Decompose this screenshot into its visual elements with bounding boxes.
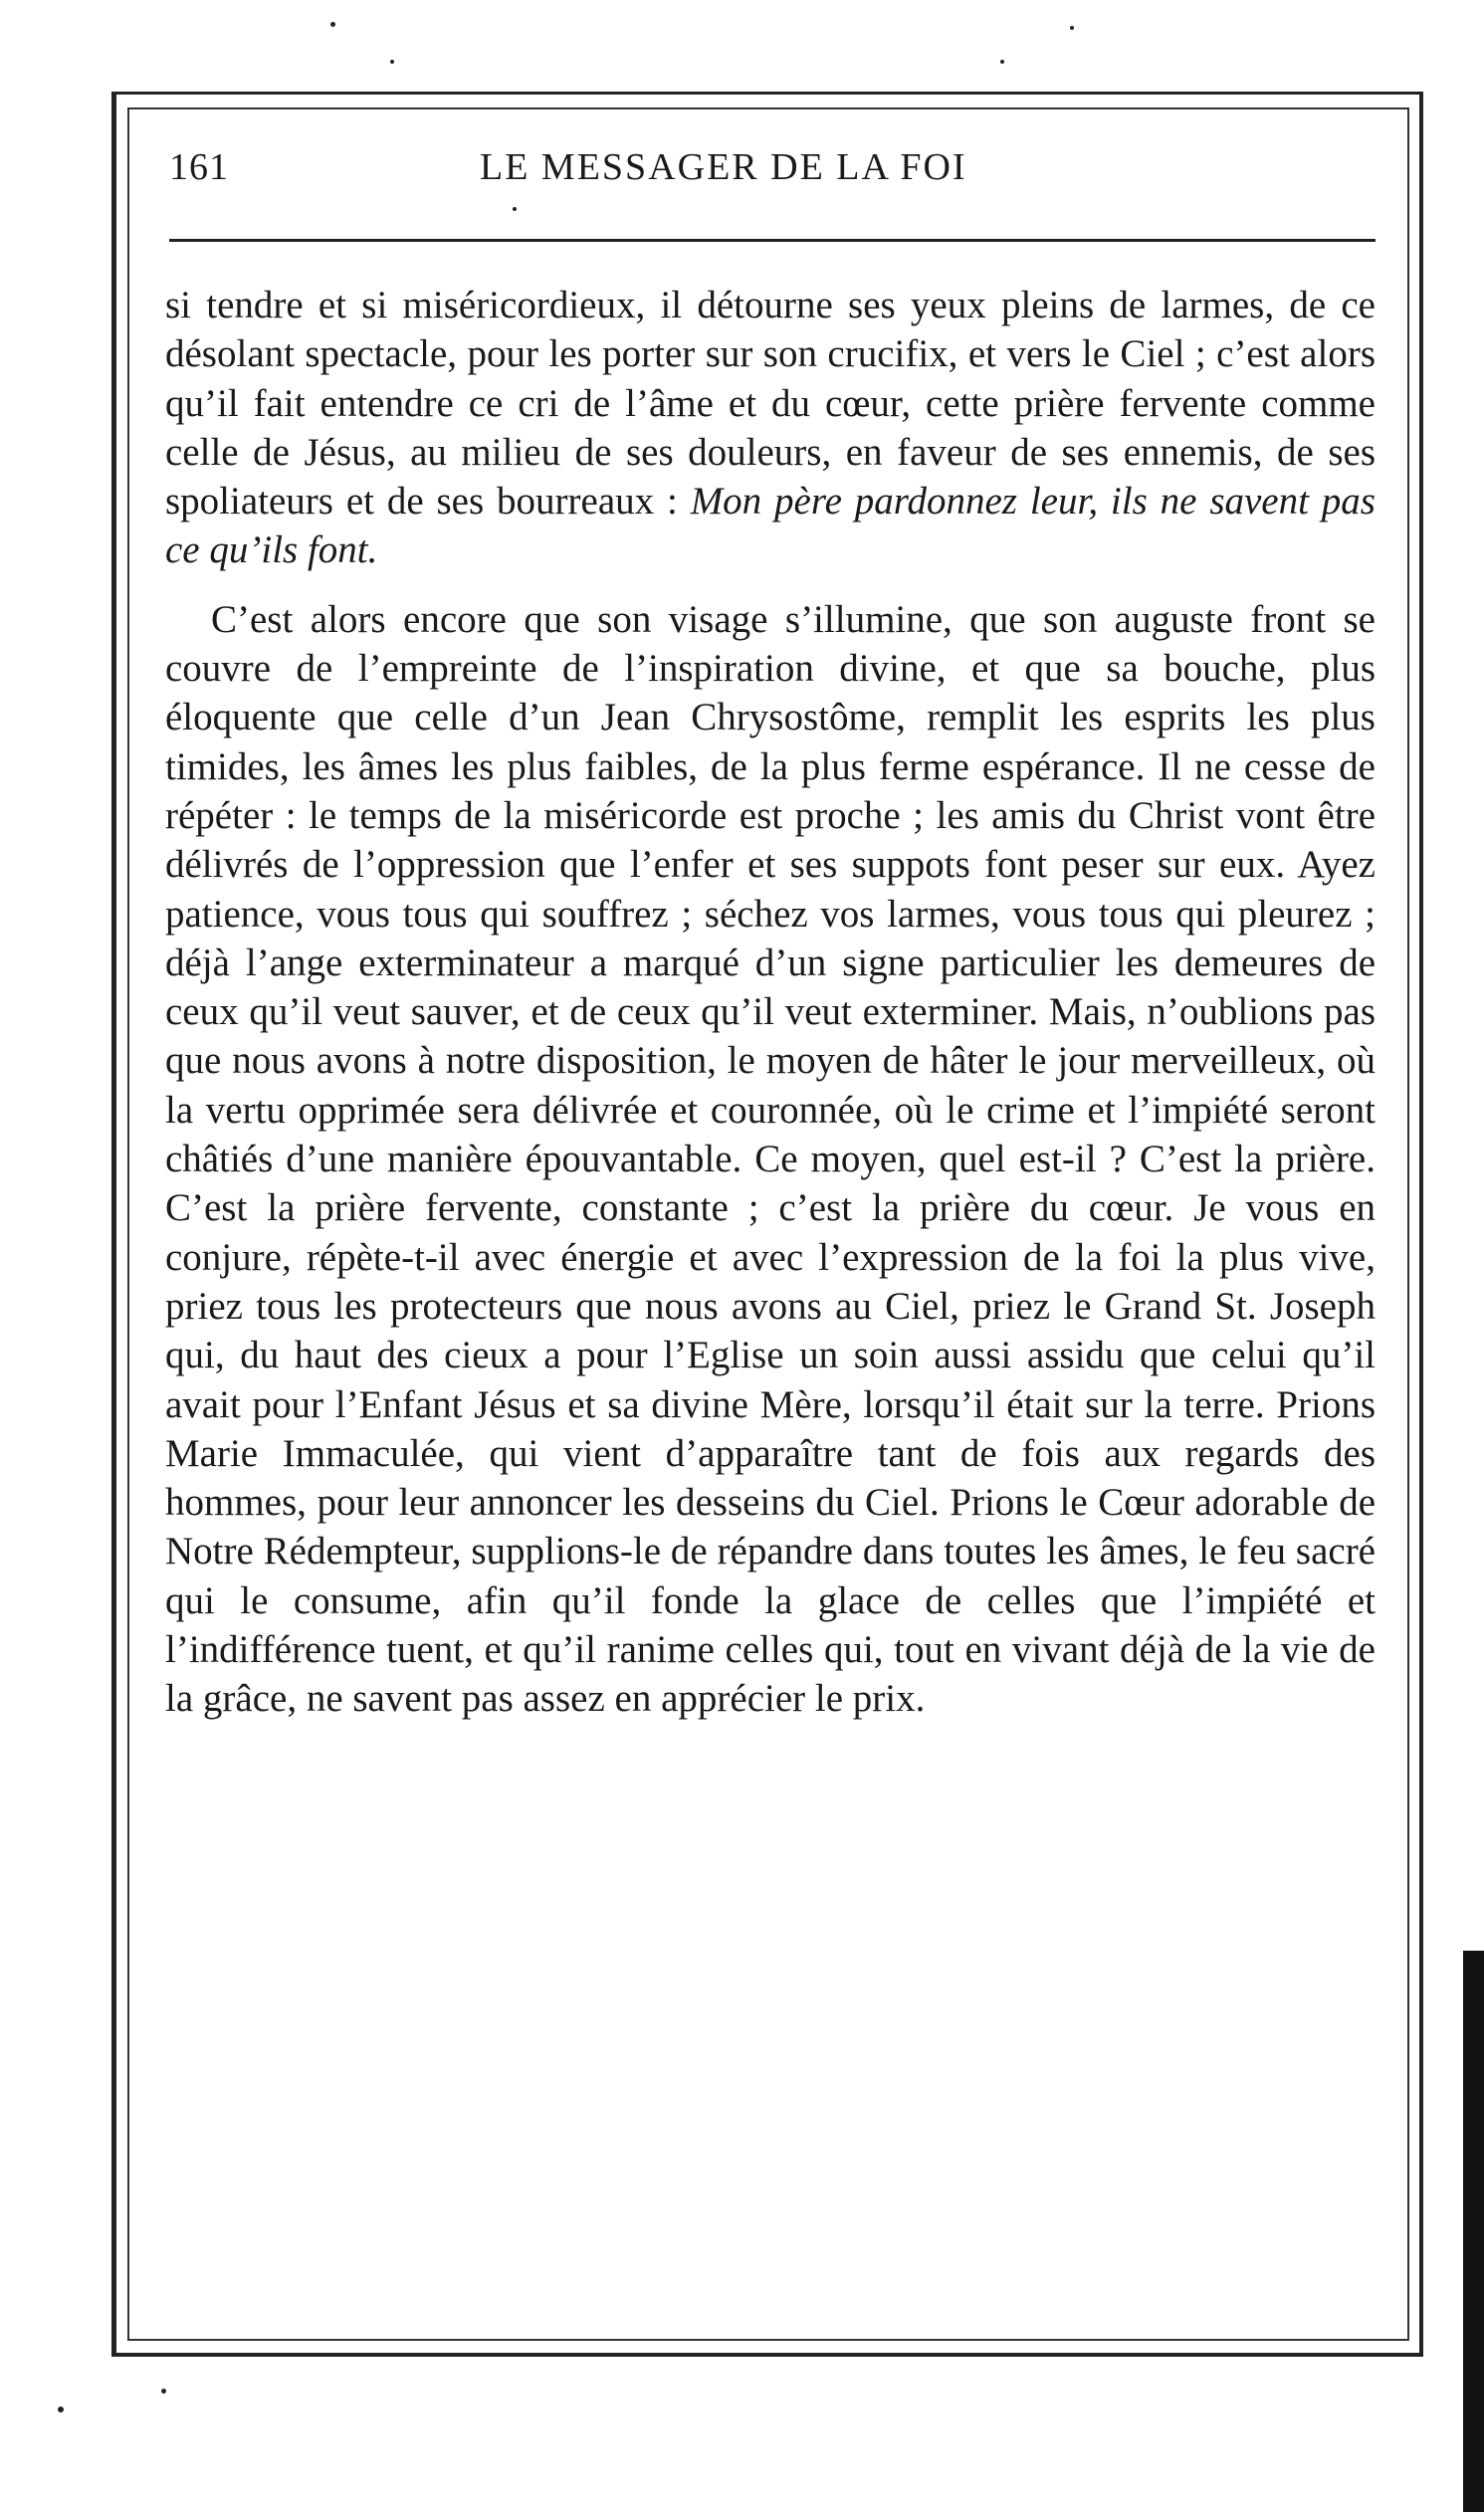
body-text <box>165 281 1376 1724</box>
header-rule <box>169 239 1376 242</box>
running-head <box>169 145 1374 195</box>
speck <box>161 2389 166 2394</box>
speck <box>390 60 394 64</box>
speck <box>1070 26 1074 30</box>
running-title: LE MESSAGER DE LA FOI <box>480 146 967 188</box>
paragraph <box>165 281 1376 575</box>
quotation-italic: Mon père pardonnez leur, ils ne savent pas ce qu’ils font. <box>165 480 1376 572</box>
speck <box>58 2407 64 2412</box>
speck <box>1000 60 1004 64</box>
page-number: 161 <box>169 146 229 188</box>
scan-edge-shadow <box>1463 1951 1484 2512</box>
speck <box>513 207 517 211</box>
paragraph-text: si tendre et si miséricordieux, il détourne ses yeux pleins de larmes, de ce désolant spectacle, pour les porter sur son crucifix, et vers le Ciel ; c’est alors qu’il fait entendre ce cri de l’âme et du cœur, cette prière fervente comme celle de Jésus, au milieu de ses douleurs, en faveur de ses ennemis, de ses spoliateurs et de ses bourreaux : <box>165 284 1376 523</box>
speck <box>330 22 335 27</box>
paragraph: C’est alors encore que son visage s’illumine, que son auguste front se couvre de l’empreinte de l’inspiration divine, et que sa bouche, plus éloquente que celle d’un Jean Chrysostôme, remplit les esprits les plus timides, les âmes les plus faibles, de la plus ferme espérance. Il ne cesse de répéter : le temps de la miséricorde est proche ; les amis du Christ vont être délivrés de l’oppression que l’enfer et ses suppots font peser sur eux. Ayez patience, vous tous qui souffrez ; séchez vos larmes, vous tous qui pleurez ; déjà l’ange exterminateur a marqué d’un signe particulier les demeures de ceux qu’il veut sauver, et de ceux qu’il veut exterminer. Mais, n’oublions pas que nous avons à notre disposition, le moyen de hâter le jour merveilleux, où la vertu opprimée sera délivrée et couronnée, où le crime et l’impiété seront châtiés d’une manière épouvantable. Ce moyen, quel est-il ? C’est la prière. C’est la prière fervente, constante ; c’est la prière du cœur. Je vous en conjure, répète-t-il avec énergie et avec l’expression de la foi la plus vive, priez tous les protecteurs que nous avons au Ciel, priez le Grand St. Joseph qui, du haut des cieux a pour l’Eglise un soin aussi assidu que celui qu’il avait pour l’Enfant Jésus et sa divine Mère, lorsqu’il était sur la terre. Prions Marie Immaculée, qui vient d’apparaître tant de fois aux regards des hommes, pour leur annoncer les desseins du Ciel. Prions le Cœur adorable de Notre Rédempteur, supplions-le de répandre dans toutes les âmes, le feu sacré qui le consume, afin qu’il fonde la glace de celles que l’impiété et l’indifférence tuent, et qu’il ranime celles qui, tout en vivant déjà de la vie de la grâce, ne savent pas assez en apprécier le prix. <box>165 597 1376 1721</box>
